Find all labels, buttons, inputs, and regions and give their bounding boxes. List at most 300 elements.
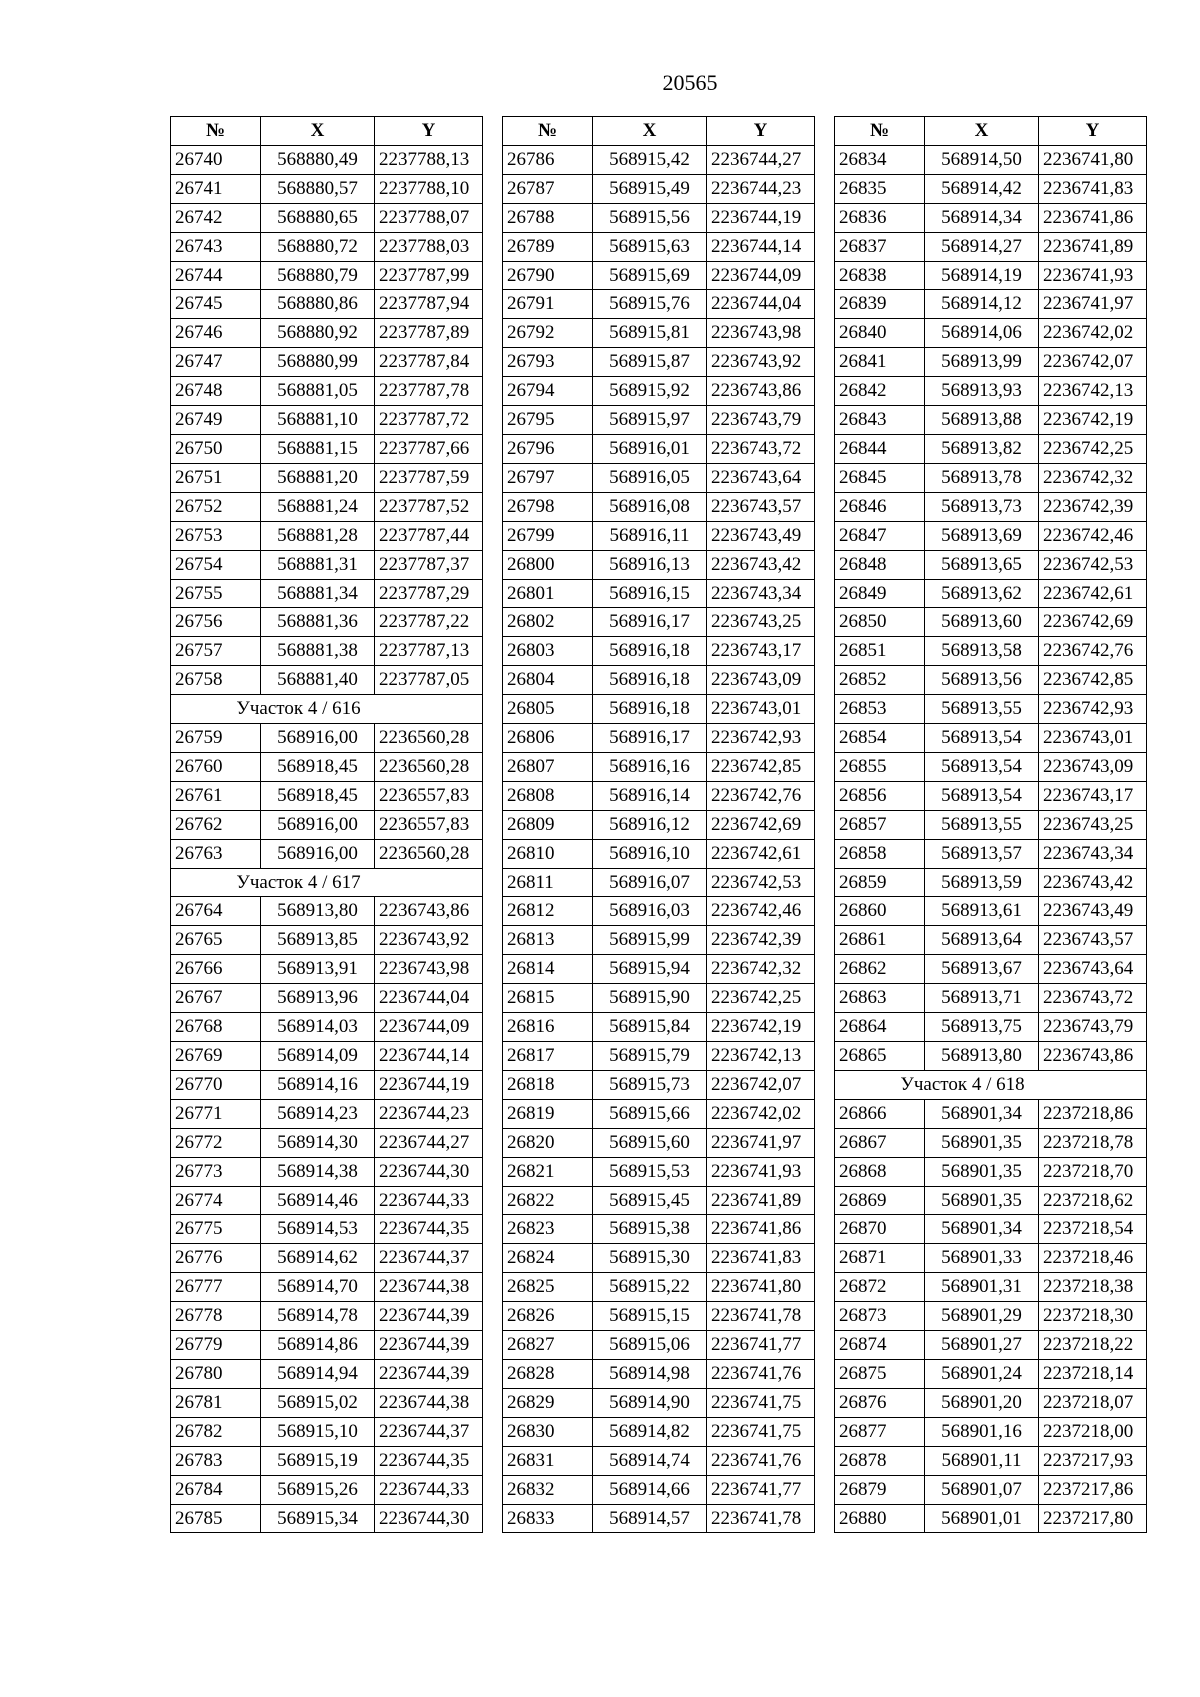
x-coordinate-cell: 568916,15 bbox=[593, 579, 707, 608]
table-row bbox=[503, 897, 815, 926]
y-coordinate-cell: 2237218,86 bbox=[1039, 1099, 1147, 1128]
x-coordinate-cell: 568913,57 bbox=[925, 839, 1039, 868]
point-number-cell: 26748 bbox=[171, 377, 261, 406]
y-coordinate-cell: 2236744,35 bbox=[375, 1446, 483, 1475]
table-row bbox=[171, 1186, 483, 1215]
table-row bbox=[503, 406, 815, 435]
point-number-cell: 26766 bbox=[171, 955, 261, 984]
y-coordinate-cell: 2236741,75 bbox=[707, 1417, 815, 1446]
point-number-cell: 26878 bbox=[835, 1446, 925, 1475]
x-coordinate-cell: 568915,76 bbox=[593, 290, 707, 319]
point-number-cell: 26823 bbox=[503, 1215, 593, 1244]
x-coordinate-cell: 568913,82 bbox=[925, 434, 1039, 463]
page-number: 20565 bbox=[662, 70, 718, 95]
point-number-cell: 26746 bbox=[171, 319, 261, 348]
y-coordinate-cell: 2236742,02 bbox=[1039, 319, 1147, 348]
y-coordinate-cell: 2236741,89 bbox=[1039, 232, 1147, 261]
y-coordinate-cell: 2236743,64 bbox=[1039, 955, 1147, 984]
point-number-cell: 26777 bbox=[171, 1273, 261, 1302]
y-coordinate-cell: 2236742,46 bbox=[1039, 521, 1147, 550]
point-number-cell: 26835 bbox=[835, 174, 925, 203]
point-number-cell: 26834 bbox=[835, 145, 925, 174]
table-row bbox=[171, 1331, 483, 1360]
point-number-cell: 26842 bbox=[835, 377, 925, 406]
point-number-cell: 26760 bbox=[171, 752, 261, 781]
point-number-cell: 26744 bbox=[171, 261, 261, 290]
point-number-cell: 26742 bbox=[171, 203, 261, 232]
y-coordinate-cell: 2237788,10 bbox=[375, 174, 483, 203]
y-coordinate-cell: 2236557,83 bbox=[375, 810, 483, 839]
x-coordinate-cell: 568914,19 bbox=[925, 261, 1039, 290]
y-coordinate-cell: 2236743,86 bbox=[1039, 1042, 1147, 1071]
table-row bbox=[835, 174, 1147, 203]
x-coordinate-cell: 568913,80 bbox=[925, 1042, 1039, 1071]
section-title: Участок 4 / 616 bbox=[171, 695, 483, 724]
y-coordinate-cell: 2237787,52 bbox=[375, 492, 483, 521]
point-number-cell: 26828 bbox=[503, 1359, 593, 1388]
point-number-cell: 26861 bbox=[835, 926, 925, 955]
x-coordinate-cell: 568915,99 bbox=[593, 926, 707, 955]
x-coordinate-cell: 568914,30 bbox=[261, 1128, 375, 1157]
x-coordinate-cell: 568901,16 bbox=[925, 1417, 1039, 1446]
x-coordinate-cell: 568915,02 bbox=[261, 1388, 375, 1417]
x-coordinate-cell: 568913,54 bbox=[925, 752, 1039, 781]
table-row bbox=[835, 1417, 1147, 1446]
y-coordinate-cell: 2236743,98 bbox=[375, 955, 483, 984]
table-row bbox=[503, 1273, 815, 1302]
x-coordinate-cell: 568880,86 bbox=[261, 290, 375, 319]
y-coordinate-cell: 2237787,44 bbox=[375, 521, 483, 550]
point-number-cell: 26747 bbox=[171, 348, 261, 377]
y-coordinate-cell: 2236742,13 bbox=[1039, 377, 1147, 406]
point-number-cell: 26832 bbox=[503, 1475, 593, 1504]
point-number-cell: 26866 bbox=[835, 1099, 925, 1128]
table-row bbox=[503, 955, 815, 984]
y-coordinate-cell: 2237787,99 bbox=[375, 261, 483, 290]
y-coordinate-cell: 2236741,89 bbox=[707, 1186, 815, 1215]
x-coordinate-cell: 568901,34 bbox=[925, 1215, 1039, 1244]
point-number-cell: 26874 bbox=[835, 1331, 925, 1360]
x-coordinate-cell: 568881,05 bbox=[261, 377, 375, 406]
point-number-cell: 26836 bbox=[835, 203, 925, 232]
y-coordinate-cell: 2236744,35 bbox=[375, 1215, 483, 1244]
table-row bbox=[171, 810, 483, 839]
x-coordinate-cell: 568916,08 bbox=[593, 492, 707, 521]
y-coordinate-cell: 2236741,76 bbox=[707, 1446, 815, 1475]
y-coordinate-cell: 2236743,57 bbox=[1039, 926, 1147, 955]
x-coordinate-cell: 568901,07 bbox=[925, 1475, 1039, 1504]
y-coordinate-cell: 2236742,02 bbox=[707, 1099, 815, 1128]
table-row bbox=[171, 1273, 483, 1302]
table-row bbox=[171, 434, 483, 463]
y-coordinate-cell: 2237218,70 bbox=[1039, 1157, 1147, 1186]
section-header-row bbox=[835, 1070, 1147, 1099]
y-coordinate-cell: 2236744,14 bbox=[375, 1042, 483, 1071]
table-row bbox=[503, 810, 815, 839]
table-row bbox=[835, 348, 1147, 377]
point-number-cell: 26848 bbox=[835, 550, 925, 579]
y-coordinate-cell: 2237217,93 bbox=[1039, 1446, 1147, 1475]
point-number-cell: 26826 bbox=[503, 1302, 593, 1331]
point-number-cell: 26868 bbox=[835, 1157, 925, 1186]
point-number-cell: 26782 bbox=[171, 1417, 261, 1446]
table-row bbox=[503, 926, 815, 955]
x-coordinate-cell: 568913,62 bbox=[925, 579, 1039, 608]
point-number-cell: 26799 bbox=[503, 521, 593, 550]
table-row bbox=[171, 579, 483, 608]
y-coordinate-cell: 2236743,49 bbox=[707, 521, 815, 550]
y-coordinate-cell: 2237218,62 bbox=[1039, 1186, 1147, 1215]
x-coordinate-cell: 568880,79 bbox=[261, 261, 375, 290]
header-y: Y bbox=[707, 117, 815, 146]
table-header-row bbox=[503, 117, 815, 146]
y-coordinate-cell: 2237218,54 bbox=[1039, 1215, 1147, 1244]
y-coordinate-cell: 2237787,84 bbox=[375, 348, 483, 377]
point-number-cell: 26839 bbox=[835, 290, 925, 319]
x-coordinate-cell: 568913,88 bbox=[925, 406, 1039, 435]
x-coordinate-cell: 568901,27 bbox=[925, 1331, 1039, 1360]
table-row bbox=[503, 1388, 815, 1417]
table-row bbox=[835, 521, 1147, 550]
x-coordinate-cell: 568916,00 bbox=[261, 724, 375, 753]
y-coordinate-cell: 2237787,29 bbox=[375, 579, 483, 608]
point-number-cell: 26754 bbox=[171, 550, 261, 579]
y-coordinate-cell: 2236741,77 bbox=[707, 1475, 815, 1504]
table-row bbox=[171, 839, 483, 868]
x-coordinate-cell: 568915,84 bbox=[593, 1013, 707, 1042]
y-coordinate-cell: 2237787,59 bbox=[375, 463, 483, 492]
table-row bbox=[171, 1244, 483, 1273]
point-number-cell: 26751 bbox=[171, 463, 261, 492]
table-row bbox=[835, 1331, 1147, 1360]
table-row bbox=[171, 984, 483, 1013]
table-row bbox=[171, 1013, 483, 1042]
x-coordinate-cell: 568914,98 bbox=[593, 1359, 707, 1388]
table-row bbox=[171, 1099, 483, 1128]
x-coordinate-cell: 568916,18 bbox=[593, 666, 707, 695]
point-number-cell: 26800 bbox=[503, 550, 593, 579]
table-row bbox=[835, 1013, 1147, 1042]
x-coordinate-cell: 568914,46 bbox=[261, 1186, 375, 1215]
table-row bbox=[835, 695, 1147, 724]
table-row bbox=[171, 1359, 483, 1388]
x-coordinate-cell: 568915,19 bbox=[261, 1446, 375, 1475]
x-coordinate-cell: 568914,53 bbox=[261, 1215, 375, 1244]
y-coordinate-cell: 2236742,61 bbox=[707, 839, 815, 868]
point-number-cell: 26798 bbox=[503, 492, 593, 521]
point-number-cell: 26775 bbox=[171, 1215, 261, 1244]
table-row bbox=[503, 377, 815, 406]
y-coordinate-cell: 2236743,86 bbox=[375, 897, 483, 926]
x-coordinate-cell: 568916,01 bbox=[593, 434, 707, 463]
y-coordinate-cell: 2236741,93 bbox=[707, 1157, 815, 1186]
table-row bbox=[835, 810, 1147, 839]
x-coordinate-cell: 568916,10 bbox=[593, 839, 707, 868]
point-number-cell: 26810 bbox=[503, 839, 593, 868]
x-coordinate-cell: 568916,05 bbox=[593, 463, 707, 492]
point-number-cell: 26753 bbox=[171, 521, 261, 550]
header-y: Y bbox=[375, 117, 483, 146]
y-coordinate-cell: 2236742,69 bbox=[1039, 608, 1147, 637]
table-row bbox=[835, 406, 1147, 435]
point-number-cell: 26879 bbox=[835, 1475, 925, 1504]
y-coordinate-cell: 2236557,83 bbox=[375, 781, 483, 810]
x-coordinate-cell: 568881,10 bbox=[261, 406, 375, 435]
point-number-cell: 26781 bbox=[171, 1388, 261, 1417]
header-x: X bbox=[925, 117, 1039, 146]
table-row bbox=[171, 897, 483, 926]
y-coordinate-cell: 2236743,79 bbox=[1039, 1013, 1147, 1042]
x-coordinate-cell: 568916,16 bbox=[593, 752, 707, 781]
y-coordinate-cell: 2236742,32 bbox=[1039, 463, 1147, 492]
point-number-cell: 26871 bbox=[835, 1244, 925, 1273]
point-number-cell: 26770 bbox=[171, 1070, 261, 1099]
point-number-cell: 26858 bbox=[835, 839, 925, 868]
point-number-cell: 26850 bbox=[835, 608, 925, 637]
point-number-cell: 26821 bbox=[503, 1157, 593, 1186]
point-number-cell: 26757 bbox=[171, 637, 261, 666]
point-number-cell: 26856 bbox=[835, 781, 925, 810]
point-number-cell: 26864 bbox=[835, 1013, 925, 1042]
point-number-cell: 26794 bbox=[503, 377, 593, 406]
x-coordinate-cell: 568914,70 bbox=[261, 1273, 375, 1302]
y-coordinate-cell: 2236743,86 bbox=[707, 377, 815, 406]
y-coordinate-cell: 2236742,93 bbox=[707, 724, 815, 753]
point-number-cell: 26808 bbox=[503, 781, 593, 810]
table-row bbox=[503, 752, 815, 781]
table-row bbox=[171, 724, 483, 753]
x-coordinate-cell: 568915,94 bbox=[593, 955, 707, 984]
header-x: X bbox=[261, 117, 375, 146]
y-coordinate-cell: 2236742,76 bbox=[1039, 637, 1147, 666]
table-row bbox=[835, 492, 1147, 521]
x-coordinate-cell: 568880,72 bbox=[261, 232, 375, 261]
point-number-cell: 26791 bbox=[503, 290, 593, 319]
x-coordinate-cell: 568880,65 bbox=[261, 203, 375, 232]
point-number-cell: 26769 bbox=[171, 1042, 261, 1071]
point-number-cell: 26872 bbox=[835, 1273, 925, 1302]
table-row bbox=[503, 1128, 815, 1157]
y-coordinate-cell: 2237787,94 bbox=[375, 290, 483, 319]
y-coordinate-cell: 2236744,33 bbox=[375, 1475, 483, 1504]
point-number-cell: 26867 bbox=[835, 1128, 925, 1157]
point-number-cell: 26841 bbox=[835, 348, 925, 377]
y-coordinate-cell: 2236743,42 bbox=[1039, 868, 1147, 897]
table-row bbox=[835, 434, 1147, 463]
point-number-cell: 26743 bbox=[171, 232, 261, 261]
point-number-cell: 26756 bbox=[171, 608, 261, 637]
table-row bbox=[503, 550, 815, 579]
table-row bbox=[835, 1157, 1147, 1186]
x-coordinate-cell: 568915,66 bbox=[593, 1099, 707, 1128]
x-coordinate-cell: 568916,14 bbox=[593, 781, 707, 810]
y-coordinate-cell: 2236743,34 bbox=[1039, 839, 1147, 868]
point-number-cell: 26877 bbox=[835, 1417, 925, 1446]
point-number-cell: 26869 bbox=[835, 1186, 925, 1215]
y-coordinate-cell: 2237787,37 bbox=[375, 550, 483, 579]
point-number-cell: 26762 bbox=[171, 810, 261, 839]
x-coordinate-cell: 568901,35 bbox=[925, 1128, 1039, 1157]
y-coordinate-cell: 2236741,80 bbox=[707, 1273, 815, 1302]
point-number-cell: 26816 bbox=[503, 1013, 593, 1042]
table-row bbox=[171, 637, 483, 666]
x-coordinate-cell: 568915,30 bbox=[593, 1244, 707, 1273]
y-coordinate-cell: 2236743,72 bbox=[707, 434, 815, 463]
point-number-cell: 26846 bbox=[835, 492, 925, 521]
table-row bbox=[171, 145, 483, 174]
x-coordinate-cell: 568913,99 bbox=[925, 348, 1039, 377]
point-number-cell: 26870 bbox=[835, 1215, 925, 1244]
x-coordinate-cell: 568914,42 bbox=[925, 174, 1039, 203]
y-coordinate-cell: 2236743,17 bbox=[1039, 781, 1147, 810]
point-number-cell: 26783 bbox=[171, 1446, 261, 1475]
section-title: Участок 4 / 618 bbox=[835, 1070, 1147, 1099]
x-coordinate-cell: 568913,59 bbox=[925, 868, 1039, 897]
point-number-cell: 26773 bbox=[171, 1157, 261, 1186]
point-number-cell: 26853 bbox=[835, 695, 925, 724]
table-row bbox=[503, 1331, 815, 1360]
y-coordinate-cell: 2236741,93 bbox=[1039, 261, 1147, 290]
y-coordinate-cell: 2236743,49 bbox=[1039, 897, 1147, 926]
x-coordinate-cell: 568913,91 bbox=[261, 955, 375, 984]
y-coordinate-cell: 2236744,39 bbox=[375, 1359, 483, 1388]
table-row bbox=[171, 521, 483, 550]
x-coordinate-cell: 568913,93 bbox=[925, 377, 1039, 406]
point-number-cell: 26849 bbox=[835, 579, 925, 608]
table-row bbox=[171, 492, 483, 521]
x-coordinate-cell: 568915,15 bbox=[593, 1302, 707, 1331]
y-coordinate-cell: 2237787,89 bbox=[375, 319, 483, 348]
point-number-cell: 26785 bbox=[171, 1504, 261, 1533]
y-coordinate-cell: 2236742,85 bbox=[1039, 666, 1147, 695]
x-coordinate-cell: 568901,35 bbox=[925, 1186, 1039, 1215]
y-coordinate-cell: 2236742,32 bbox=[707, 955, 815, 984]
y-coordinate-cell: 2236742,85 bbox=[707, 752, 815, 781]
point-number-cell: 26761 bbox=[171, 781, 261, 810]
x-coordinate-cell: 568915,81 bbox=[593, 319, 707, 348]
table-row bbox=[835, 868, 1147, 897]
point-number-cell: 26812 bbox=[503, 897, 593, 926]
table-row bbox=[171, 463, 483, 492]
y-coordinate-cell: 2236560,28 bbox=[375, 752, 483, 781]
x-coordinate-cell: 568915,42 bbox=[593, 145, 707, 174]
point-number-cell: 26829 bbox=[503, 1388, 593, 1417]
y-coordinate-cell: 2237218,78 bbox=[1039, 1128, 1147, 1157]
x-coordinate-cell: 568914,57 bbox=[593, 1504, 707, 1533]
table-row bbox=[171, 666, 483, 695]
x-coordinate-cell: 568914,12 bbox=[925, 290, 1039, 319]
table-row bbox=[503, 579, 815, 608]
y-coordinate-cell: 2236744,37 bbox=[375, 1244, 483, 1273]
x-coordinate-cell: 568913,54 bbox=[925, 781, 1039, 810]
coordinates-table-2 bbox=[502, 116, 815, 1533]
x-coordinate-cell: 568913,58 bbox=[925, 637, 1039, 666]
point-number-cell: 26745 bbox=[171, 290, 261, 319]
x-coordinate-cell: 568916,17 bbox=[593, 724, 707, 753]
x-coordinate-cell: 568881,38 bbox=[261, 637, 375, 666]
y-coordinate-cell: 2236741,86 bbox=[1039, 203, 1147, 232]
y-coordinate-cell: 2236744,39 bbox=[375, 1331, 483, 1360]
table-row bbox=[503, 1186, 815, 1215]
point-number-cell: 26767 bbox=[171, 984, 261, 1013]
y-coordinate-cell: 2236741,97 bbox=[1039, 290, 1147, 319]
x-coordinate-cell: 568914,27 bbox=[925, 232, 1039, 261]
table-row bbox=[171, 752, 483, 781]
point-number-cell: 26818 bbox=[503, 1070, 593, 1099]
table-row bbox=[171, 1215, 483, 1244]
y-coordinate-cell: 2236743,98 bbox=[707, 319, 815, 348]
table-row bbox=[835, 550, 1147, 579]
table-row bbox=[171, 319, 483, 348]
y-coordinate-cell: 2236744,04 bbox=[375, 984, 483, 1013]
table-row bbox=[835, 1128, 1147, 1157]
x-coordinate-cell: 568914,74 bbox=[593, 1446, 707, 1475]
point-number-cell: 26831 bbox=[503, 1446, 593, 1475]
x-coordinate-cell: 568913,80 bbox=[261, 897, 375, 926]
table-row bbox=[835, 1273, 1147, 1302]
table-row bbox=[503, 145, 815, 174]
table-row bbox=[171, 1042, 483, 1071]
x-coordinate-cell: 568916,11 bbox=[593, 521, 707, 550]
x-coordinate-cell: 568901,33 bbox=[925, 1244, 1039, 1273]
table-row bbox=[171, 926, 483, 955]
table-row bbox=[503, 434, 815, 463]
table-row bbox=[171, 377, 483, 406]
point-number-cell: 26788 bbox=[503, 203, 593, 232]
point-number-cell: 26825 bbox=[503, 1273, 593, 1302]
y-coordinate-cell: 2236742,19 bbox=[1039, 406, 1147, 435]
table-row bbox=[171, 608, 483, 637]
point-number-cell: 26822 bbox=[503, 1186, 593, 1215]
y-coordinate-cell: 2236744,30 bbox=[375, 1157, 483, 1186]
x-coordinate-cell: 568914,34 bbox=[925, 203, 1039, 232]
point-number-cell: 26854 bbox=[835, 724, 925, 753]
x-coordinate-cell: 568915,38 bbox=[593, 1215, 707, 1244]
y-coordinate-cell: 2237787,22 bbox=[375, 608, 483, 637]
y-coordinate-cell: 2236560,28 bbox=[375, 839, 483, 868]
y-coordinate-cell: 2237218,46 bbox=[1039, 1244, 1147, 1273]
table-row bbox=[835, 955, 1147, 984]
point-number-cell: 26813 bbox=[503, 926, 593, 955]
point-number-cell: 26802 bbox=[503, 608, 593, 637]
y-coordinate-cell: 2237218,30 bbox=[1039, 1302, 1147, 1331]
y-coordinate-cell: 2237787,66 bbox=[375, 434, 483, 463]
table-row bbox=[503, 1359, 815, 1388]
y-coordinate-cell: 2236741,83 bbox=[1039, 174, 1147, 203]
table-row bbox=[835, 1446, 1147, 1475]
y-coordinate-cell: 2236743,34 bbox=[707, 579, 815, 608]
point-number-cell: 26833 bbox=[503, 1504, 593, 1533]
x-coordinate-cell: 568914,94 bbox=[261, 1359, 375, 1388]
table-row bbox=[503, 261, 815, 290]
x-coordinate-cell: 568881,15 bbox=[261, 434, 375, 463]
y-coordinate-cell: 2236742,69 bbox=[707, 810, 815, 839]
y-coordinate-cell: 2236743,79 bbox=[707, 406, 815, 435]
y-coordinate-cell: 2237788,03 bbox=[375, 232, 483, 261]
y-coordinate-cell: 2236744,23 bbox=[375, 1099, 483, 1128]
point-number-cell: 26840 bbox=[835, 319, 925, 348]
x-coordinate-cell: 568913,56 bbox=[925, 666, 1039, 695]
y-coordinate-cell: 2236741,86 bbox=[707, 1215, 815, 1244]
point-number-cell: 26875 bbox=[835, 1359, 925, 1388]
x-coordinate-cell: 568915,49 bbox=[593, 174, 707, 203]
y-coordinate-cell: 2237218,00 bbox=[1039, 1417, 1147, 1446]
table-row bbox=[835, 897, 1147, 926]
table-row bbox=[171, 174, 483, 203]
x-coordinate-cell: 568914,16 bbox=[261, 1070, 375, 1099]
table-row bbox=[835, 579, 1147, 608]
point-number-cell: 26804 bbox=[503, 666, 593, 695]
